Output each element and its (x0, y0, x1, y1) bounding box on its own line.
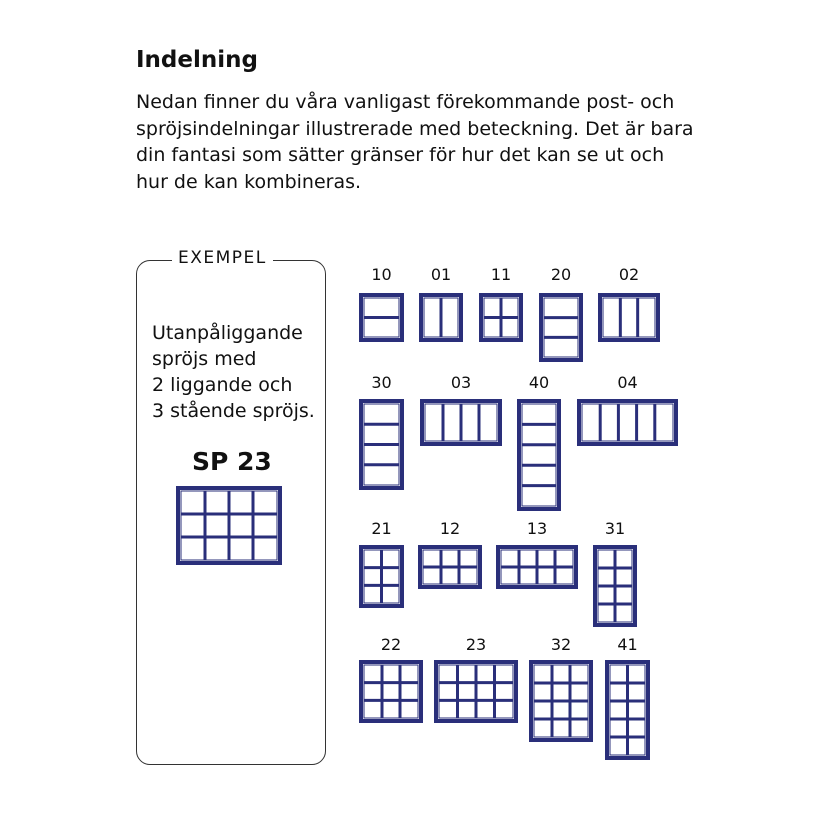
window-label: 32 (550, 635, 572, 654)
window-diagram-30 (361, 401, 402, 488)
window-diagram-40 (519, 401, 559, 509)
example-description-line: Utanpåliggande (152, 322, 303, 344)
window-diagram-23 (436, 662, 516, 721)
window-diagram-32 (531, 662, 591, 740)
window-label: 30 (371, 373, 392, 392)
window-diagram-04 (579, 401, 676, 444)
window-frame (519, 401, 559, 509)
example-legend: EXEMPEL (172, 248, 273, 268)
window-diagram-01 (421, 295, 461, 340)
window-label: 31 (604, 519, 626, 538)
window-label: 04 (617, 373, 638, 392)
window-diagram-20 (541, 295, 581, 360)
window-label: 01 (430, 265, 452, 284)
window-diagram-22 (361, 662, 421, 721)
intro-paragraph: Nedan finner du våra vanligast förekommande post- och spröjsindelningar illustrerade med beteckning. Det är bara din fantasi som sätter gränser för hur det kan se ut och hur de kan kombineras. (136, 91, 694, 193)
window-frame (579, 401, 676, 444)
window-diagram-31 (595, 547, 635, 625)
window-frame (361, 662, 421, 721)
window-diagram-21 (361, 547, 402, 606)
window-label: 10 (371, 265, 392, 284)
page-title: Indelning (136, 47, 258, 73)
window-frame (541, 295, 581, 360)
window-diagram-10 (361, 295, 402, 340)
window-label: 22 (380, 635, 402, 654)
window-diagram-13 (498, 547, 576, 587)
window-label: 11 (490, 265, 512, 284)
example-code: SP 23 (192, 447, 272, 476)
window-label: 40 (528, 373, 550, 392)
window-label: 13 (526, 519, 548, 538)
window-label: 20 (550, 265, 572, 284)
window-diagram-03 (422, 401, 500, 444)
window-label: 02 (618, 265, 640, 284)
window-diagram-02 (600, 295, 658, 340)
window-label: 21 (371, 519, 392, 538)
window-label: 12 (439, 519, 461, 538)
window-diagram-12 (420, 547, 480, 587)
window-label: 03 (450, 373, 472, 392)
window-diagram-41 (607, 662, 648, 758)
window-label: 41 (617, 635, 638, 654)
example-description-line: spröjs med (152, 348, 257, 370)
window-frame (600, 295, 658, 340)
window-label: 23 (465, 635, 487, 654)
example-description-line: 3 stående spröjs. (152, 400, 315, 422)
example-description-line: 2 liggande och (152, 374, 293, 396)
example-window-diagram (178, 488, 280, 563)
window-diagram-11 (481, 295, 521, 340)
